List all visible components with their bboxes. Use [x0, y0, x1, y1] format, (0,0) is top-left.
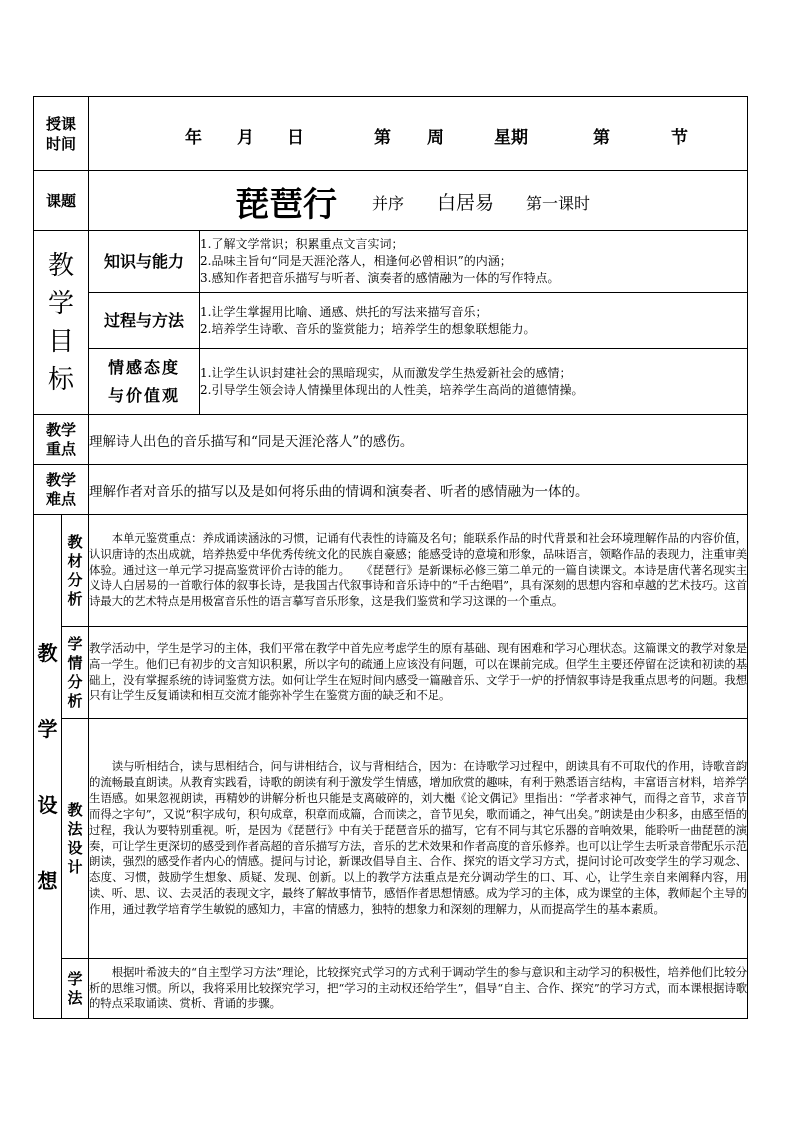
- lesson-title-sub: 并序: [372, 194, 405, 213]
- lesson-author: 白居易: [437, 192, 495, 214]
- title-row: [34, 171, 748, 231]
- lesson-plan-sheet: [33, 96, 747, 1019]
- objective-label-knowledge: 知识与能力: [89, 231, 200, 293]
- date-week: 周: [427, 128, 445, 148]
- title-cell: [89, 171, 748, 231]
- date-weekday: 星期: [494, 128, 529, 148]
- lesson-title: 琵琶行: [235, 185, 338, 225]
- objective-label-emotion: 情感态度 与价值观: [89, 349, 200, 415]
- objective-text-process: 1.让学生掌握用比喻、通感、烘托的写法来描写音乐； 2.培养学生诗歌、音乐的鉴赏能力；培养学生的想象联想能力。: [200, 293, 748, 349]
- lesson-period: 第一课时: [526, 194, 591, 213]
- difficulty-text: 理解作者对音乐的描写以及是如何将乐曲的情调和演奏者、听者的感情融为一体的。: [89, 465, 748, 515]
- time-row: [34, 97, 748, 171]
- date-month: 月: [237, 128, 255, 148]
- key-point-label: 教学 重点: [34, 415, 89, 465]
- key-point-row: [34, 415, 748, 465]
- design-label-textbook: 教 材 分 析: [62, 515, 89, 627]
- objective-text-emotion: 1.让学生认识封建社会的黑暗现实，从而激发学生热爱新社会的感情； 2.引导学生领会诗人情操里体现出的人性美，培养学生高尚的道德情操。: [200, 349, 748, 415]
- design-row-textbook: [34, 515, 748, 627]
- date-day: 日: [287, 128, 305, 148]
- date-period-prefix: 第: [593, 128, 611, 148]
- objective-row-emotion: [34, 349, 748, 415]
- topic-label: 课题: [34, 171, 89, 231]
- time-label-line1: 授课: [46, 114, 77, 133]
- date-week-prefix: 第: [374, 128, 392, 148]
- design-text-textbook: 本单元鉴赏重点：养成诵读涵泳的习惯，记诵有代表性的诗篇及名句；能联系作品的时代背景和社会环境理解作品的内容价值，认识唐诗的杰出成就，培养热爱中华优秀传统文化的民族自豪感；能感受诗的意境和形象，品味语言，领略作品的表现力，注重审美体验。通过这一单元学习提高鉴赏评价古诗的能力。 《琵琶行》是新课标必修三第二单元的一篇自读课文。本诗是唐代著名现实主义诗人白居易的一首歌行体的叙事长诗，是我国古代叙事诗和音乐诗中的“千古绝唱”，具有深刻的思想内容和卓越的艺术技巧。这首诗最大的艺术特点是用极富音乐性的语言摹写音乐形象，这是我们鉴赏和学习这课的一个重点。: [89, 515, 748, 627]
- design-label-students: 学 情 分 析: [62, 627, 89, 719]
- design-text-students: 教学活动中，学生是学习的主体，我们平常在教学中首先应考虑学生的原有基础、现有困难和学习心理状态。这篇课文的教学对象是高一学生。他们已有初步的文言知识积累，所以字句的疏通上应该没有问题，可以在课前完成。但学生主要还停留在泛读和初读的基础上，没有掌握系统的诗词鉴赏方法。如何让学生在短时间内感受一篇融音乐、文学于一炉的抒情叙事诗是我重点思考的问题。我想只有让学生反复诵读和相互交流才能弥补学生在鉴赏方面的缺乏和不足。: [89, 627, 748, 719]
- date-year: 年: [185, 128, 203, 148]
- lesson-plan-table: [33, 96, 748, 1019]
- design-section-label: 教 学 设 想: [34, 515, 62, 1019]
- time-label-line2: 时间: [46, 134, 77, 153]
- objectives-section-label: 教 学 目 标: [34, 231, 89, 415]
- time-label-cell: [34, 97, 89, 171]
- design-text-method: 读与听相结合，读与思相结合，问与讲相结合，议与背相结合，因为：在诗歌学习过程中，朗读具有不可取代的作用，诗歌音韵的流畅最直朗读。从教育实践看，诗歌的朗读有利于激发学生情感，增加欣赏的趣味，有利于熟悉语言结构，丰富语言材料，培养学生语感。如果忽视朗读，再精妙的讲解分析也只能是支离破碎的，刘大櫆《论文偶记》里指出：“学者求神气，而得之音节，求音节而得之字句”，又说“积字成句，积句成章，积章而成篇，合而读之，音节见矣，歌而诵之，神气出矣。”朗读是由少积多，由感至悟的过程，我认为要特别重视。听，是因为《琵琶行》中有关于琵琶音乐的描写，它有不同与其它乐器的音响效果，能聆听一曲琵琶的演奏，可让学生更深切的感受到作者高超的音乐描写方法，音乐的艺术效果和作者高度的音乐修养。也可以让学生去听录音带配乐示范朗读，强烈的感受作者内心的情感。提问与讨论，新课改倡导自主、合作、探究的语文学习方式，提问讨论可改变学生的学习观念、态度、习惯，鼓励学生想象、质疑、发现、创新。以上的教学方法重点是充分调动学生的口、耳、心，让学生亲自来阐释内容，用读、听、思、议、去灵活的表现文字，最终了解故事情节，感悟作者思想情感。成为学习的主体，成为课堂的主体，教师起个主导的作用，通过教学培育学生敏锐的感知力，丰富的情感力，独特的想象力和深刻的理解力，从而提高学生的基本素质。: [89, 719, 748, 959]
- date-cell: [89, 97, 748, 171]
- design-label-study: 学 法: [62, 959, 89, 1019]
- objective-row-knowledge: [34, 231, 748, 293]
- design-label-method: 教 法 设 计: [62, 719, 89, 959]
- key-point-text: 理解诗人出色的音乐描写和“同是天涯沦落人”的感伤。: [89, 415, 748, 465]
- design-row-students: [34, 627, 748, 719]
- design-row-study: [34, 959, 748, 1019]
- objective-row-process: [34, 293, 748, 349]
- difficulty-label: 教学 难点: [34, 465, 89, 515]
- difficulty-row: [34, 465, 748, 515]
- objective-text-knowledge: 1.了解文学常识；积累重点文言实词； 2.品味主旨句“同是天涯沦落人，相逢何必曾相识”的内涵； 3.感知作者把音乐描写与听者、演奏者的感情融为一体的写作特点。: [200, 231, 748, 293]
- date-period: 节: [671, 128, 689, 148]
- design-row-method: [34, 719, 748, 959]
- design-text-study: 根据叶希波夫的“自主型学习方法”理论，比较探究式学习的方式利于调动学生的参与意识和主动学习的积极性，培养他们比较分析的思维习惯。所以，我将采用比较探究学习，把“学习的主动权还给学生”，倡导“自主、合作、探究”的学习方式，而本课根据诗歌的特点采取诵读、赏析、背诵的步骤。: [89, 959, 748, 1019]
- objective-label-process: 过程与方法: [89, 293, 200, 349]
